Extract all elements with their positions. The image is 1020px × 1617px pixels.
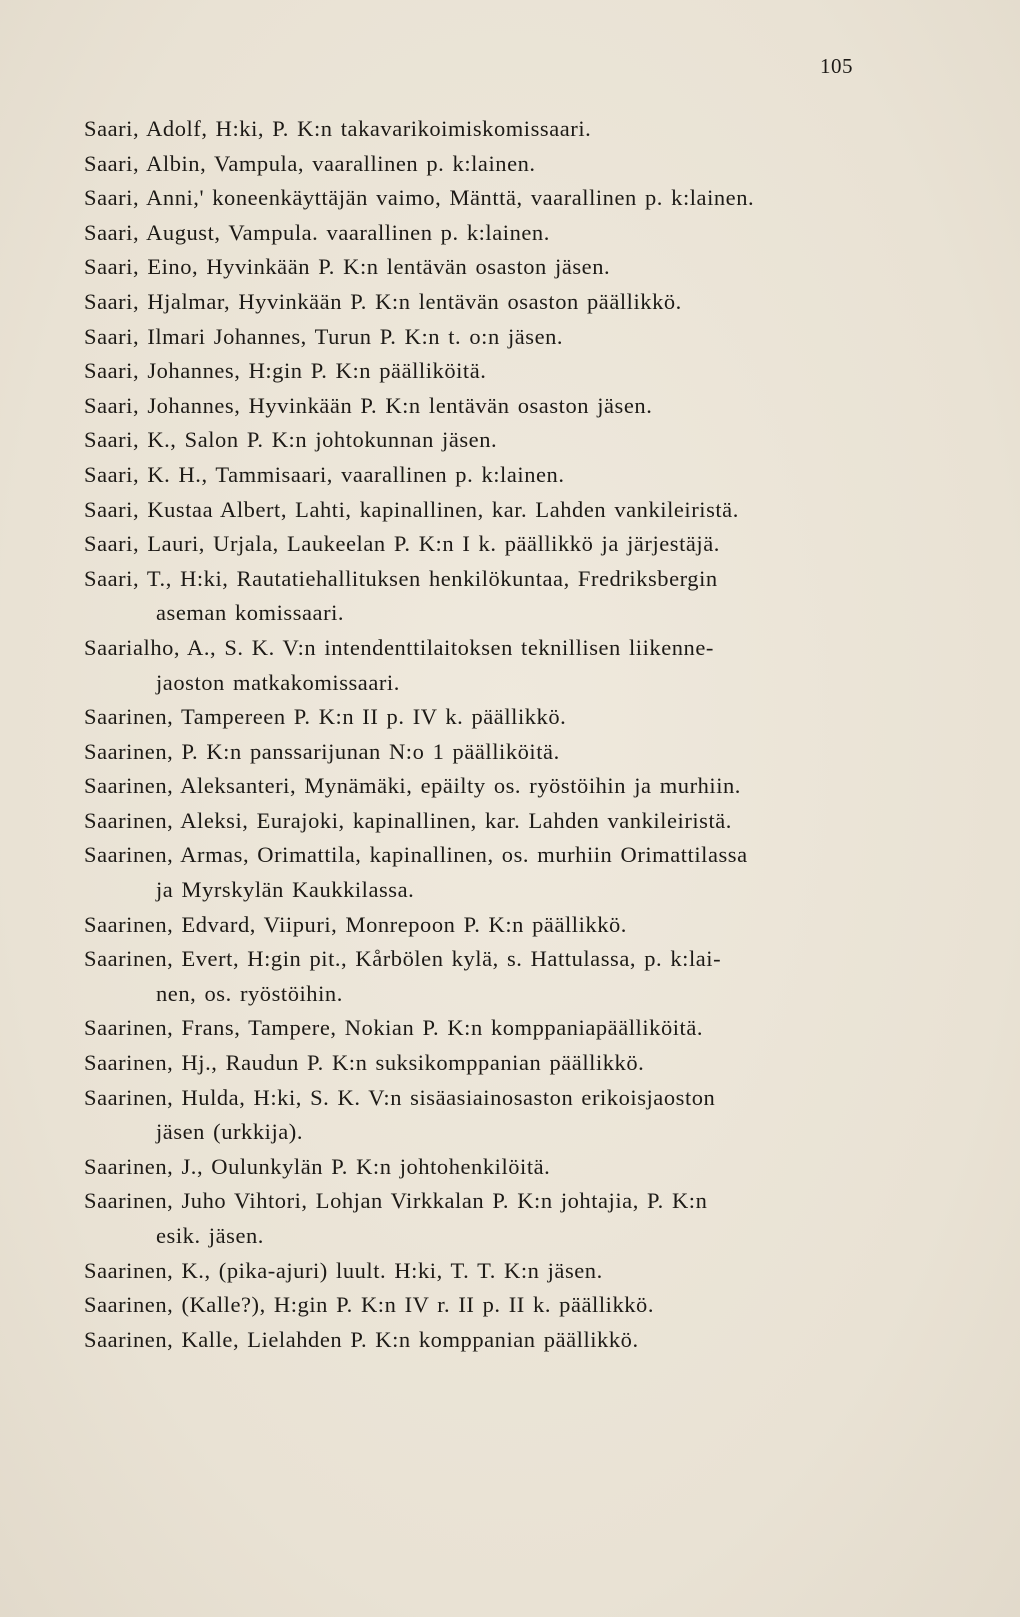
entry-line: Saarinen, Armas, Orimattila, kapinallinen, os. murhiin Orimattilassa xyxy=(84,842,748,868)
entry-line: Saari, Lauri, Urjala, Laukeelan P. K:n I k. päällikkö ja järjestäjä. xyxy=(84,531,720,557)
entry xyxy=(84,458,884,493)
entry-line: Saarinen, Hj., Raudun P. K:n suksikomppanian päällikkö. xyxy=(84,1050,645,1076)
page-number: 105 xyxy=(820,54,853,78)
entry xyxy=(84,1184,884,1253)
entry-line: Saari, Johannes, Hyvinkään P. K:n lentävän osaston jäsen. xyxy=(84,392,653,418)
entry-line: Saarinen, Juho Vihtori, Lohjan Virkkalan P. K:n johtajia, P. K:n xyxy=(84,1188,708,1214)
entry-line: Saarinen, J., Oulunkylän P. K:n johtohenkilöitä. xyxy=(84,1153,551,1179)
entry xyxy=(84,769,884,804)
entry-line: Saarinen, Aleksanteri, Mynämäki, epäilty os. ryöstöihin ja murhiin. xyxy=(84,773,741,799)
entry xyxy=(84,147,884,182)
entry-line: Saari, August, Vampula. vaarallinen p. k:lainen. xyxy=(84,219,550,245)
entry xyxy=(84,838,884,907)
entry-line: Saari, Albin, Vampula, vaarallinen p. k:lainen. xyxy=(84,150,536,176)
entry xyxy=(84,389,884,424)
entry xyxy=(84,735,884,770)
entry-line: Saari, Eino, Hyvinkään P. K:n lentävän osaston jäsen. xyxy=(84,254,611,280)
entry xyxy=(84,1323,884,1358)
entry-continuation-line: ja Myrskylän Kaukkilassa. xyxy=(156,877,415,903)
entry-line: Saarinen, (Kalle?), H:gin P. K:n IV r. II p. II k. päällikkö. xyxy=(84,1292,655,1318)
entry xyxy=(84,1254,884,1289)
entry xyxy=(84,804,884,839)
entry-line: Saarinen, P. K:n panssarijunan N:o 1 päälliköitä. xyxy=(84,738,560,764)
entry-continuation-line: nen, os. ryöstöihin. xyxy=(156,980,343,1006)
entry xyxy=(84,112,884,147)
entry-line: Saarialho, A., S. K. V:n intendenttilaitoksen teknillisen liikenne- xyxy=(84,634,714,660)
entry-line: Saari, Adolf, H:ki, P. K:n takavarikoimiskomissaari. xyxy=(84,116,592,141)
entry-line: Saarinen, Edvard, Viipuri, Monrepoon P. K:n päällikkö. xyxy=(84,911,627,937)
entry xyxy=(84,908,884,943)
entry-line: Saari, Ilmari Johannes, Turun P. K:n t. o:n jäsen. xyxy=(84,323,564,349)
entry-line: Saari, Anni,' koneenkäyttäjän vaimo, Mänttä, vaarallinen p. k:lainen. xyxy=(84,185,755,211)
entry xyxy=(84,700,884,735)
entry xyxy=(84,285,884,320)
entry-line: Saari, Johannes, H:gin P. K:n päälliköitä. xyxy=(84,358,487,384)
entry-line: Saarinen, K., (pika-ajuri) luult. H:ki, T. T. K:n jäsen. xyxy=(84,1257,603,1283)
entry-line: Saari, K., Salon P. K:n johtokunnan jäsen. xyxy=(84,427,498,453)
entry xyxy=(84,250,884,285)
entry-line: Saari, T., H:ki, Rautatiehallituksen henkilökuntaa, Fredriksbergin xyxy=(84,565,718,591)
entry-line: Saarinen, Hulda, H:ki, S. K. V:n sisäasiainosaston erikoisjaoston xyxy=(84,1084,716,1110)
entry-continuation-line: aseman komissaari. xyxy=(156,600,345,626)
entry-continuation-line: esik. jäsen. xyxy=(156,1223,264,1248)
entry xyxy=(84,216,884,251)
entry xyxy=(84,1081,884,1150)
entry-line: Saari, Kustaa Albert, Lahti, kapinallinen, kar. Lahden vankileiristä. xyxy=(84,496,739,522)
entry xyxy=(84,423,884,458)
entry-line: Saarinen, Tampereen P. K:n II p. IV k. päällikkö. xyxy=(84,704,567,730)
entry-line: Saari, Hjalmar, Hyvinkään P. K:n lentävän osaston päällikkö. xyxy=(84,288,682,314)
entry xyxy=(84,493,884,528)
entry xyxy=(84,1288,884,1323)
entry xyxy=(84,942,884,1011)
entry-line: Saarinen, Kalle, Lielahden P. K:n komppanian päällikkö. xyxy=(84,1326,639,1352)
entry xyxy=(84,527,884,562)
entry xyxy=(84,631,884,700)
entry-continuation-line: jäsen (urkkija). xyxy=(156,1119,303,1145)
entry-line: Saarinen, Aleksi, Eurajoki, kapinallinen, kar. Lahden vankileiristä. xyxy=(84,807,732,833)
entry xyxy=(84,562,884,631)
entry-line: Saarinen, Evert, H:gin pit., Kårbölen kylä, s. Hattulassa, p. k:lai- xyxy=(84,946,722,972)
entry-line: Saari, K. H., Tammisaari, vaarallinen p. k:lainen. xyxy=(84,461,565,487)
entry-line: Saarinen, Frans, Tampere, Nokian P. K:n komppaniapäälliköitä. xyxy=(84,1015,704,1041)
entry xyxy=(84,181,884,216)
entry xyxy=(84,1011,884,1046)
entry-list xyxy=(84,112,884,1357)
entry xyxy=(84,1150,884,1185)
entry xyxy=(84,354,884,389)
entry-continuation-line: jaoston matkakomissaari. xyxy=(156,669,400,695)
entry xyxy=(84,320,884,355)
entry xyxy=(84,1046,884,1081)
